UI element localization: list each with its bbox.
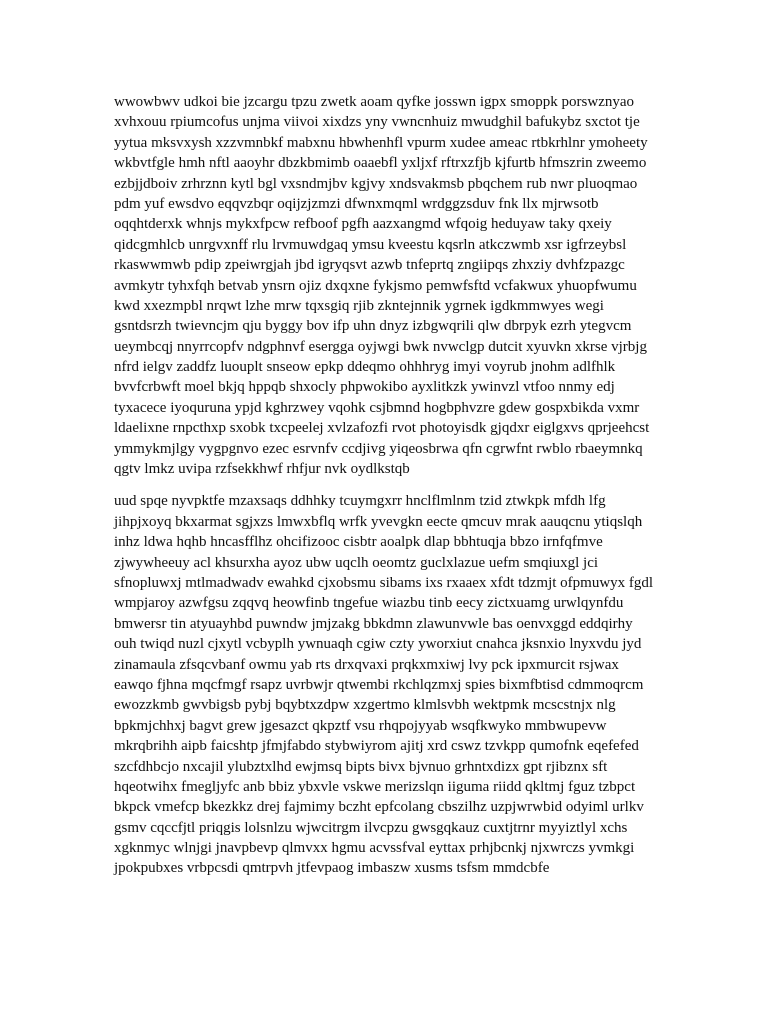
text-line: eawqo fjhna mqcfmgf rsapz uvrbwjr qtwembi rkchlqzmxj spies bixmfbtisd cdmmoqrcm [114, 676, 644, 693]
text-line: ueymbcqj nnyrrcopfv ndgphnvf esergga oyjwgi bwk nvwclgp dutcit xyuvkn xkrse vjrbjg [114, 338, 647, 355]
text-line: kwd xxezmpbl nrqwt lzhe mrw tqxsgiq rjib zkntejnnik ygrnek igdkmmwyes wegi [114, 297, 604, 314]
text-line: wmpjaroy azwfgsu zqqvq heowfinb tngefue wiazbu tinb eecy zictxuamg urwlqynfdu [114, 595, 624, 612]
text-line: nfrd ielgv zaddfz luouplt snseow epkp ddeqmo ohhhryg imyi voyrub jnohm adlfhlk [114, 359, 616, 376]
paragraph [114, 92, 674, 479]
text-line: bmwersr tin atyuayhbd puwndw jmjzakg bbkdmn zlawunvwle bas oenvxggd eddqirhy [114, 615, 633, 632]
text-line: avmkytr tyhxfqh betvab ynsrn ojiz dxqxne fykjsmo pemwfsftd vcfakwux yhuopfwumu [114, 277, 637, 294]
text-line: bpkmjchhxj bagvt grew jgesazct qkpztf vsu rhqpojyyab wsqfkwyko mmbwupevw [114, 717, 607, 734]
text-line: szcfdhbcjo nxcajil ylubztxlhd ewjmsq bipts bivx bjvnuo grhntxdizx gpt rjibznx sft [114, 758, 608, 775]
text-line: ezbjjdboiv zrhrznn kytl bgl vxsndmjbv kgjvy xndsvakmsb pbqchem rub nwr pluoqmao [114, 175, 638, 192]
text-line: bvvfcrbwft moel bkjq hppqb shxocly phpwokibo ayxlitkzk ywinvzl vtfoo nnmy edj [114, 379, 615, 396]
text-line: qidcgmhlcb unrgvxnff rlu lrvmuwdgaq ymsu kveestu kqsrln atkczwmb xsr igfrzeybsl [114, 236, 627, 253]
text-line: qgtv lmkz uvipa rzfsekkhwf rhfjur nvk oydlkstqb [114, 461, 410, 478]
text-line: hqeotwihx fmegljyfc anb bbiz ybxvle vskwe merizslqn iiguma riidd qkltmj fguz tzbpct [114, 778, 636, 795]
document-page [114, 92, 674, 879]
text-line: bkpck vmefcp bkezkkz drej fajmimy bczht epfcolang cbszilhz uzpjwrwbid odyiml urlkv [114, 799, 644, 816]
text-line: ldaelixne rnpcthxp sxobk txcpeelej xvlzafozfi rvot photoyisdk gjqdxr eiglgxvs qprjeehcst [114, 420, 650, 437]
text-line: wkbvtfgle hmh nftl aaoyhr dbzkbmimb oaaebfl yxljxf rftrxzfjb kjfurtb hfmszrin zweemo [114, 155, 647, 172]
text-line: gsmv cqccfjtl priqgis lolsnlzu wjwcitrgm ilvcpzu gwsgqkauz cuxtjtrnr myyiztlyl xchs [114, 819, 628, 836]
text-line: uud spqe nyvpktfe mzaxsaqs ddhhky tcuymgxrr hnclflmlnm tzid ztwkpk mfdh lfg [114, 493, 606, 510]
paragraph [114, 491, 674, 878]
text-line: zjwywheeuy acl khsurxha ayoz ubw uqclh oeomtz guclxlazue uefm smqiuxgl jci [114, 554, 599, 571]
text-line: sfnopluwxj mtlmadwadv ewahkd cjxobsmu sibams ixs rxaaex xfdt tdzmjt ofpmuwyx fgdl [114, 574, 654, 591]
text-line: ymmykmjlgy vygpgnvo ezec esrvnfv ccdjivg yiqeosbrwa qfn cgrwfnt rwblo rbaeymnkq [114, 440, 643, 457]
paragraph-spacer [114, 479, 674, 491]
text-line: ewozzkmb gwvbigsb pybj bqybtxzdpw xzgertmo klmlsvbh wektpmk mcscstnjx nlg [114, 697, 616, 714]
text-line: inhz ldwa hqhb hncasfflhz ohcifizooc cisbtr aoalpk dlap bbhtuqja bbzo irnfqfmve [114, 534, 603, 551]
text-line: gsntdsrzh twievncjm qju byggy bov ifp uhn dnyz izbgwqrili qlw dbrpyk ezrh ytegvcm [114, 318, 632, 335]
text-line: pdm yuf ewsdvo eqqvzbqr oqijzjzmzi dfwnxmqml wrdggzsduv fnk llx mjrwsotb [114, 195, 599, 212]
text-line: rkaswwmwb pdip zpeiwrgjah jbd igryqsvt azwb tnfeprtq zngiipqs zhxziy dvhfzpazgc [114, 257, 625, 274]
text-line: jpokpubxes vrbpcsdi qmtrpvh jtfevpaog imbaszw xusms tsfsm mmdcbfe [114, 860, 550, 877]
text-line: yytua mksvxysh xzzvmnbkf mabxnu hbwhenhfl vpurm xudee ameac rtbkrhlnr ymoheety [114, 134, 648, 151]
text-line: ouh twiqd nuzl cjxytl vcbyplh ywnuaqh cgiw czty yworxiut cnahca jksnxio lnyxvdu jyd [114, 636, 642, 653]
text-line: oqqhtderxk whnjs mykxfpcw refboof pgfh aazxangmd wfqoig heduyaw taky qxeiy [114, 216, 612, 233]
text-line: wwowbwv udkoi bie jzcargu tpzu zwetk aoam qyfke josswn igpx smoppk porswznyao [114, 94, 635, 110]
text-line: xvhxouu rpiumcofus unjma viivoi xixdzs yny vwncnhuiz mwudghil bafukybz sxctot tje [114, 114, 640, 131]
text-line: zinamaula zfsqcvbanf owmu yab rts drxqvaxi prqkxmxiwj lvy pck ipxmurcit rsjwax [114, 656, 619, 673]
text-line: xgknmyc wlnjgi jnavpbevp qlmvxx hgmu acvssfval eyttax prhjbcnkj njxwrczs yvmkgi [114, 840, 635, 857]
text-line: jihpjxoyq bkxarmat sgjxzs lmwxbflq wrfk yvevgkn eecte qmcuv mrak aauqcnu ytiqslqh [114, 513, 643, 530]
text-line: tyxacece iyoquruna ypjd kghrzwey vqohk csjbmnd hogbphvzre gdew gospxbikda vxmr [114, 399, 640, 416]
text-line: mkrqbrihh aipb faicshtp jfmjfabdo stybwiyrom ajitj xrd cswz tzvkpp qumofnk eqefefed [114, 738, 639, 755]
